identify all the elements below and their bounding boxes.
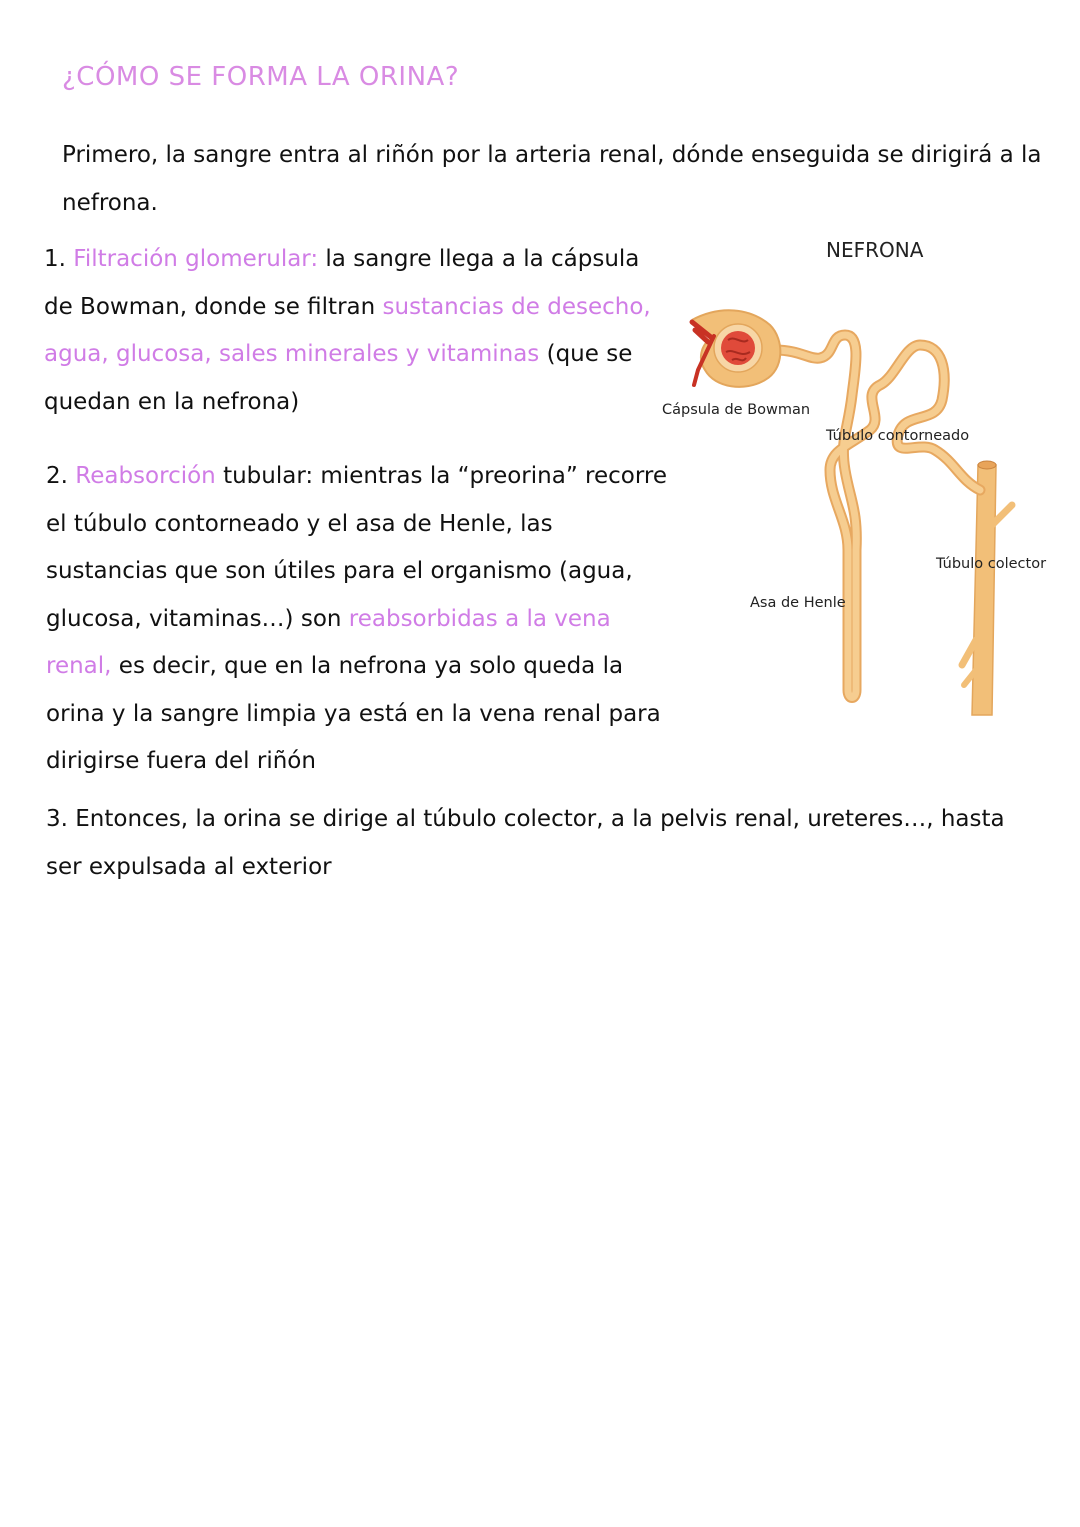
bowman-capsule — [692, 310, 780, 387]
step-2-text: tubular: mientras la “preorina” recorre el túbulo contorneado y el asa de Henle, las sustancias que son útiles para el organismo (agua, glucosa, vitaminas…) son — [46, 463, 668, 632]
step-1-highlight-filtracion: Filtración glomerular: — [73, 246, 319, 272]
figure-title: NEFRONA — [826, 238, 924, 262]
step-2-paragraph — [46, 453, 676, 786]
step-2-number: 2. — [46, 463, 68, 489]
label-asa-henle: Asa de Henle — [750, 595, 846, 611]
label-tubulo-colector: Túbulo colector — [936, 556, 1047, 572]
step-1-number: 1. — [44, 246, 66, 272]
page-title: ¿CÓMO SE FORMA LA ORINA? — [62, 62, 460, 92]
step-2-highlight-reabsorcion: Reabsorción — [75, 463, 216, 489]
step-1-highlight-sustancias: sustancias de desecho, agua, glucosa, sales minerales y vitaminas — [44, 293, 651, 367]
intro-paragraph: Primero, la sangre entra al riñón por la arteria renal, dónde enseguida se dirigirá a la nefrona. — [62, 142, 1042, 216]
step-3-paragraph: 3. Entonces, la orina se dirige al túbulo colector, a la pelvis renal, ureteres…, hasta ser expulsada al exterior — [46, 806, 1005, 880]
step-1-paragraph — [44, 236, 664, 426]
step-2-highlight-vena-renal: reabsorbidas a la vena renal, — [46, 605, 611, 679]
label-tubulo-contorneado: Túbulo contorneado — [826, 428, 970, 444]
step-1-text-end: (que se quedan en la nefrona) — [44, 341, 633, 415]
label-capsula-bowman: Cápsula de Bowman — [662, 402, 811, 418]
step-2-text-end: es decir, que en la nefrona ya solo queda la orina y la sangre limpia ya está en la vena renal para dirigirse fuera del riñón — [46, 653, 661, 774]
collecting-tubule — [962, 461, 1012, 715]
step-1-text: la sangre llega a la cápsula de Bowman, donde se filtran — [44, 246, 640, 320]
nephron-illustration — [680, 300, 1060, 730]
nephron-tubule — [775, 335, 980, 698]
